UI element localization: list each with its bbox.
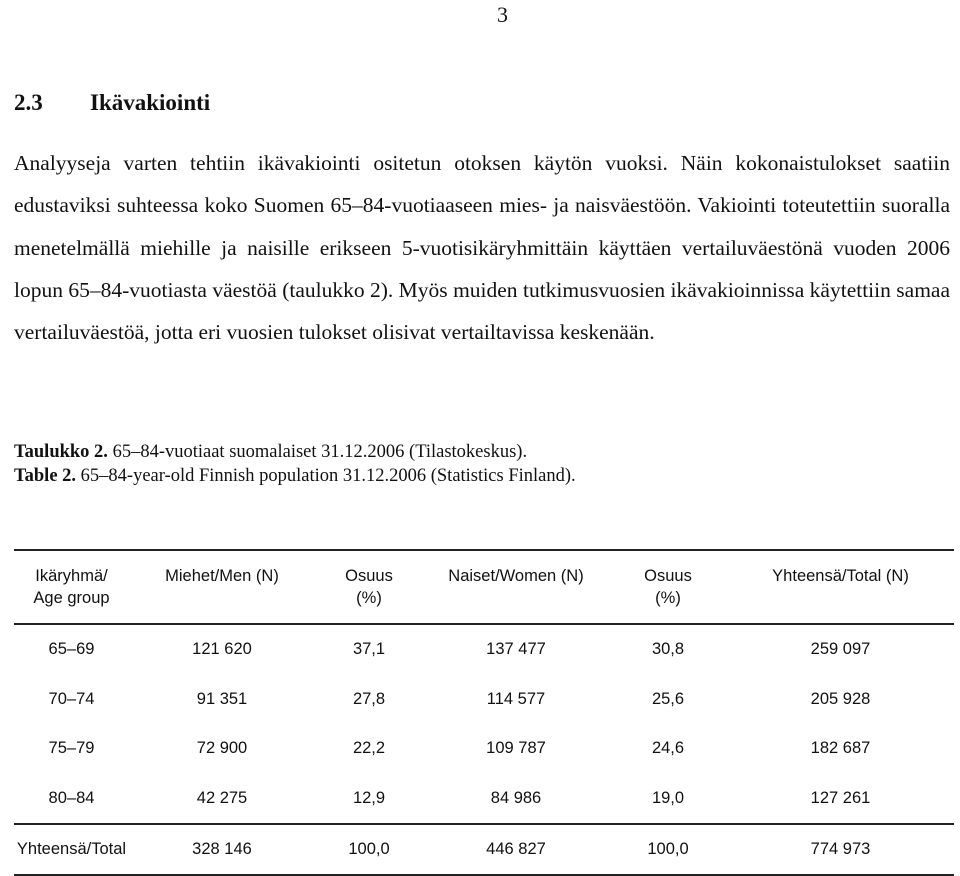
cell-women: 84 986 <box>490 788 542 807</box>
caption-finnish <box>14 440 576 464</box>
cell-age-group: 65–69 <box>48 640 95 659</box>
header-total: Yhteensä/Total (N) <box>772 567 909 585</box>
caption-finnish-label: Taulukko 2. <box>14 442 108 462</box>
table-row <box>14 624 954 675</box>
cell-women-share: 19,0 <box>651 788 685 807</box>
cell-women: 137 477 <box>486 640 546 659</box>
cell-total: 182 687 <box>810 739 871 758</box>
total-men: 328 146 <box>192 840 252 858</box>
section-heading <box>14 90 210 116</box>
table-row <box>14 675 954 725</box>
section-title: Ikävakiointi <box>90 90 211 115</box>
header-men: Miehet/Men (N) <box>165 567 279 585</box>
header-age-group: Ikäryhmä/ Age group <box>33 567 110 607</box>
cell-men: 72 900 <box>196 739 248 758</box>
population-table <box>14 549 954 876</box>
total-all: 774 973 <box>810 840 871 858</box>
cell-age-group: 75–79 <box>48 739 95 758</box>
header-men-share: Osuus (%) <box>345 567 393 607</box>
cell-men: 42 275 <box>196 788 248 807</box>
table-row <box>14 724 954 774</box>
cell-women-share: 24,6 <box>651 739 685 758</box>
body-paragraph: Analyyseja varten tehtiin ikävakiointi ositetun otoksen käytön vuoksi. Näin kokonaistulokset saatiin edustaviksi suhteessa koko Suomen 65–84-vuotiaaseen mies- ja naisväestöön. Vakiointi toteutettiin suoralla menetelmällä miehille ja naisille erikseen 5-vuotisikäryhmittäin käyttäen vertailuväestönä vuoden 2006 lopun 65–84-vuotiasta väestöä (taulukko 2). Myös muiden tutkimusvuosien ikävakioinnissa käytettiin samaa vertailuväestöä, jotta eri vuosien tulokset olisivat vertailtavissa keskenään. <box>14 151 950 345</box>
table-header-row <box>14 550 954 624</box>
caption-finnish-text: 65–84-vuotiaat suomalaiset 31.12.2006 (Tilastokeskus). <box>107 442 528 462</box>
total-women-share: 100,0 <box>647 840 689 858</box>
cell-age-group: 80–84 <box>48 788 95 807</box>
cell-women-share: 25,6 <box>651 689 685 708</box>
caption-english-label: Table 2. <box>14 466 77 486</box>
total-men-share: 100,0 <box>348 840 390 858</box>
table-total-row <box>14 824 954 875</box>
header-women: Naiset/Women (N) <box>448 567 584 585</box>
total-women: 446 827 <box>486 840 546 858</box>
cell-men-share: 22,2 <box>352 739 386 758</box>
cell-total: 259 097 <box>810 640 871 659</box>
cell-men: 91 351 <box>196 689 248 708</box>
page-number: 3 <box>497 2 508 27</box>
total-label: Yhteensä/Total <box>16 840 127 858</box>
section-number: 2.3 <box>14 90 43 115</box>
header-women-share: Osuus (%) <box>644 567 692 607</box>
caption-english-text: 65–84-year-old Finnish population 31.12.2006 (Statistics Finland). <box>76 466 576 486</box>
cell-total: 127 261 <box>810 788 871 807</box>
table-captions <box>14 440 576 488</box>
caption-english <box>14 464 576 488</box>
cell-women: 114 577 <box>486 689 546 708</box>
cell-men-share: 37,1 <box>352 640 386 659</box>
cell-total: 205 928 <box>810 689 871 708</box>
cell-men-share: 27,8 <box>352 689 386 708</box>
cell-age-group: 70–74 <box>48 689 95 708</box>
cell-men-share: 12,9 <box>352 788 386 807</box>
table-row <box>14 774 954 825</box>
cell-women: 109 787 <box>486 739 546 758</box>
cell-women-share: 30,8 <box>651 640 685 659</box>
cell-men: 121 620 <box>192 640 252 659</box>
